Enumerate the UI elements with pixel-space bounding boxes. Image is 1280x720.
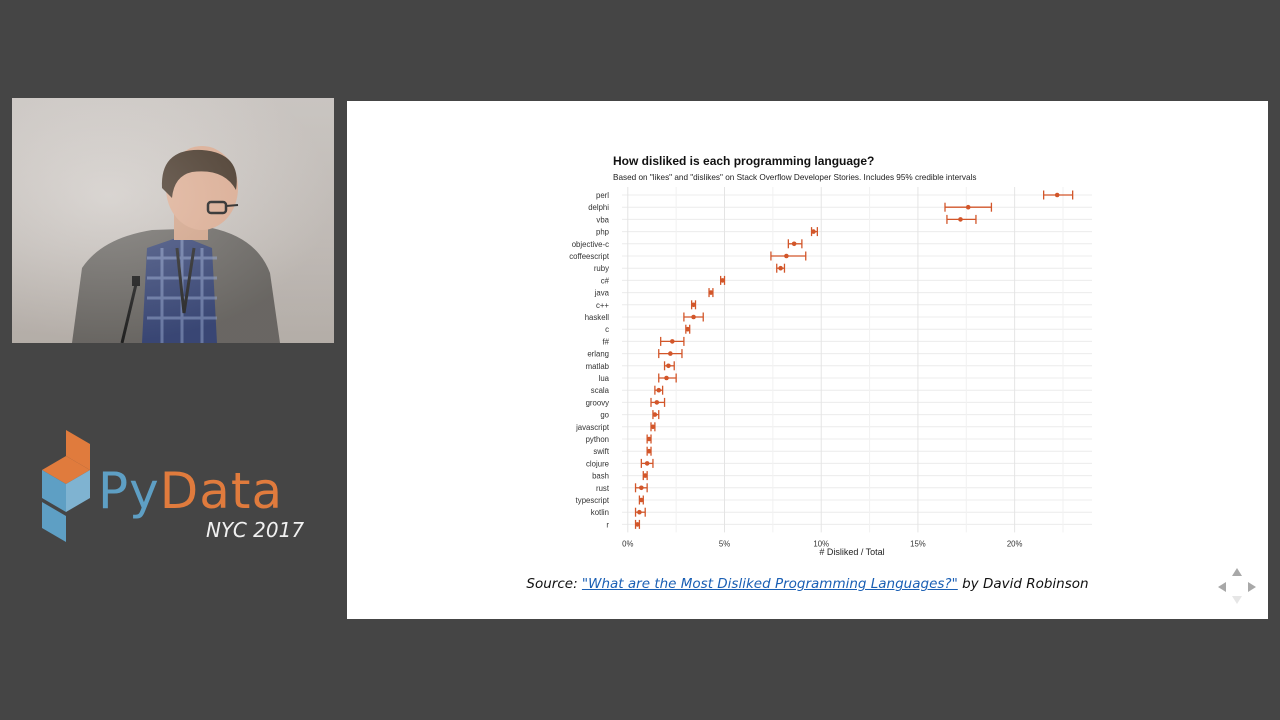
- data-point: [647, 437, 652, 442]
- data-point: [653, 412, 658, 417]
- logo-wordmark: [98, 462, 284, 520]
- right-arrow-icon[interactable]: [1248, 582, 1256, 592]
- chart-title: How disliked is each programming language?: [613, 154, 875, 168]
- source-link[interactable]: "What are the Most Disliked Programming Languages?": [581, 576, 958, 592]
- x-tick-label: 5%: [718, 539, 731, 549]
- y-tick-label: c++: [595, 300, 609, 310]
- y-tick-label: javascript: [576, 422, 609, 432]
- data-point: [635, 522, 640, 527]
- y-tick-label: r: [606, 520, 609, 530]
- x-axis-label: # Disliked / Total: [819, 547, 885, 557]
- left-arrow-icon[interactable]: [1218, 582, 1226, 592]
- x-tick-label: 15%: [910, 539, 926, 549]
- chart-grid: [622, 187, 1092, 532]
- y-tick-label: delphi: [588, 203, 609, 213]
- y-tick-label: bash: [592, 471, 609, 481]
- y-tick-label: clojure: [586, 459, 609, 469]
- y-tick-label: ruby: [593, 264, 609, 274]
- data-point: [685, 327, 690, 332]
- data-point: [958, 217, 963, 222]
- presentation-slide: [347, 101, 1268, 619]
- video-background: [12, 98, 334, 343]
- y-tick-label: objective-c: [571, 239, 609, 249]
- data-point: [656, 388, 661, 393]
- y-tick-label: groovy: [585, 398, 609, 408]
- y-tick-label: lua: [598, 374, 609, 383]
- data-point: [668, 351, 673, 356]
- data-point: [651, 425, 656, 430]
- data-point: [655, 400, 660, 405]
- y-tick-label: scala: [590, 386, 609, 396]
- dislike-chart: [347, 101, 1268, 619]
- data-point: [666, 364, 671, 369]
- x-tick-label: 20%: [1006, 539, 1023, 549]
- y-tick-label: c: [605, 325, 609, 335]
- y-tick-label: haskell: [584, 313, 609, 322]
- data-point: [691, 303, 696, 308]
- y-tick-label: java: [594, 288, 609, 298]
- chart-marks: [635, 191, 1072, 529]
- data-point: [1055, 193, 1060, 198]
- y-tick-label: php: [595, 227, 609, 237]
- y-tick-label: python: [585, 435, 609, 444]
- speaker-video: [12, 98, 334, 343]
- up-arrow-icon[interactable]: [1232, 568, 1242, 576]
- data-point: [778, 266, 783, 271]
- y-tick-label: erlang: [587, 349, 609, 359]
- y-tick-label: f#: [602, 337, 609, 347]
- data-point: [637, 510, 642, 515]
- logo-subtitle: NYC 2017: [206, 518, 305, 542]
- data-point: [664, 376, 669, 381]
- data-point: [691, 315, 696, 320]
- y-tick-label: typescript: [575, 496, 609, 505]
- y-tick-label: perl: [595, 191, 609, 200]
- slide-navigation: [1214, 566, 1260, 606]
- y-tick-label: coffeescript: [569, 252, 609, 261]
- data-point: [811, 229, 816, 234]
- data-point: [639, 498, 644, 503]
- y-tick-label: c#: [600, 276, 609, 286]
- data-point: [647, 449, 652, 454]
- data-point: [720, 278, 725, 283]
- data-point: [645, 461, 650, 466]
- logo-data: Data: [159, 462, 284, 520]
- data-point: [709, 290, 714, 295]
- y-tick-label: rust: [596, 483, 609, 493]
- data-point: [784, 254, 789, 259]
- y-axis-labels: [569, 191, 610, 529]
- data-point: [966, 205, 971, 210]
- data-point: [639, 486, 644, 491]
- y-tick-label: vba: [596, 215, 609, 225]
- y-tick-label: go: [600, 410, 609, 420]
- source-prefix: Source:: [526, 576, 582, 592]
- source-citation: [347, 576, 1268, 592]
- down-arrow-icon[interactable]: [1232, 596, 1242, 604]
- chart-subtitle: Based on "likes" and "dislikes" on Stack Overflow Developer Stories. Includes 95% credible intervals: [613, 173, 977, 182]
- data-point: [643, 473, 648, 478]
- source-suffix: by David Robinson: [957, 576, 1089, 592]
- y-tick-label: kotlin: [590, 508, 609, 518]
- data-point: [792, 242, 797, 247]
- x-tick-label: 0%: [622, 539, 634, 549]
- y-tick-label: matlab: [585, 361, 609, 371]
- data-point: [670, 339, 675, 344]
- x-tick-label: 10%: [813, 539, 830, 549]
- logo-py: Py: [98, 462, 160, 520]
- y-tick-label: swift: [593, 447, 609, 457]
